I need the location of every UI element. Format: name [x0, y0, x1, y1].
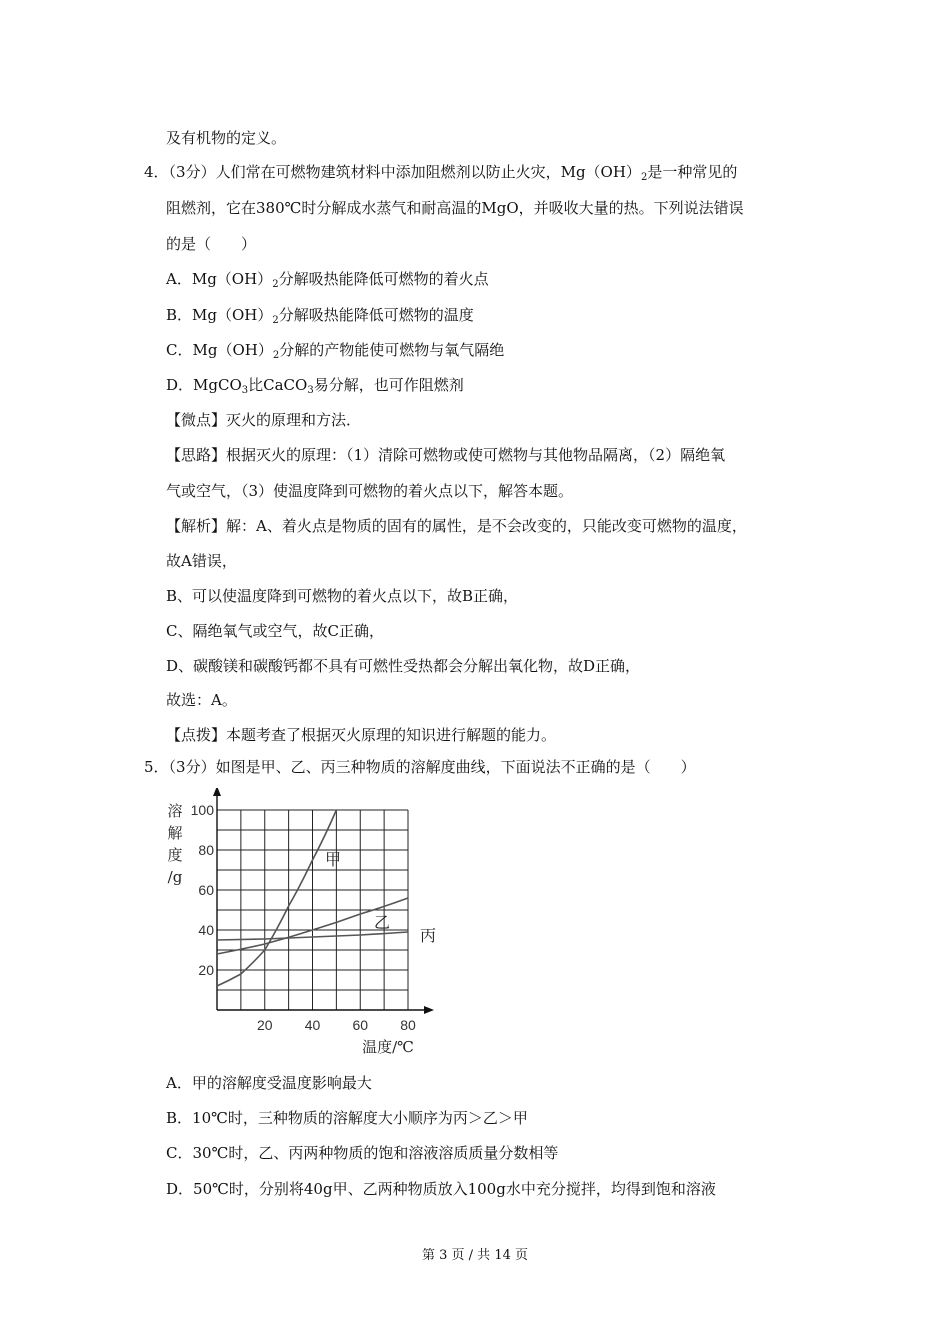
text-line — [166, 516, 747, 536]
text-line — [166, 481, 573, 501]
text-line — [166, 690, 237, 710]
text-run: 分解吸热能降低可燃物的温度 — [278, 306, 474, 324]
y-tick-label: 40 — [198, 922, 214, 938]
text-line — [166, 128, 286, 148]
text-line — [166, 445, 725, 465]
text-line — [166, 1108, 528, 1128]
text-line — [166, 551, 237, 571]
text-run: 【思路】根据灭火的原理：（1）清除可燃物或使可燃物与其他物品隔离，（2）隔绝氧 — [166, 446, 726, 464]
text-run: 易分解，也可作阻燃剂 — [313, 376, 464, 394]
page-footer: 第 3 页 / 共 14 页 — [422, 1248, 528, 1263]
y-axis-label: 溶 — [167, 802, 183, 820]
x-tick-label: 40 — [304, 1017, 321, 1033]
subscript: 3 — [307, 385, 314, 396]
text-line — [166, 725, 556, 745]
text-run: 比CaCO — [248, 376, 308, 394]
text-run: 的是（ ） — [166, 235, 257, 253]
x-tick-label: 60 — [352, 1017, 369, 1033]
text-run: B．Mg（OH） — [166, 306, 273, 324]
text-line — [166, 656, 640, 676]
series-curve — [217, 810, 336, 986]
subscript: 2 — [272, 350, 280, 361]
text-run: 5．（3分）如图是甲、乙、丙三种物质的溶解度曲线，下面说法不正确的是（ ） — [144, 758, 696, 776]
subscript: 2 — [272, 315, 279, 326]
text-run: 故选：A。 — [166, 691, 237, 709]
y-axis-label: 解 — [167, 824, 183, 842]
text-run: B、可以使温度降到可燃物的着火点以下，故B正确， — [166, 587, 519, 605]
series-label: 丙 — [420, 926, 437, 945]
text-run: A．Mg（OH） — [166, 270, 273, 288]
text-run: 【点拨】本题考查了根据灭火原理的知识进行解题的能力。 — [166, 726, 557, 744]
text-run: D、碳酸镁和碳酸钙都不具有可燃性受热都会分解出氧化物，故D正确， — [166, 657, 641, 675]
text-run: 【解析】解：A、着火点是物质的固有的属性，是不会改变的，只能改变可燃物的温度， — [166, 517, 747, 535]
y-axis-label: /g — [167, 868, 183, 886]
y-tick-label: 20 — [198, 962, 214, 978]
series-label: 甲 — [325, 850, 342, 869]
text-line — [166, 234, 256, 254]
series-label: 乙 — [374, 913, 391, 932]
text-run: 是一种常见的 — [647, 163, 738, 181]
text-run: 故A错误， — [166, 552, 237, 570]
text-line — [166, 621, 384, 641]
text-run: 及有机物的定义。 — [166, 129, 287, 147]
subscript: 2 — [640, 172, 648, 183]
x-axis-arrow — [424, 1006, 434, 1014]
text-line — [166, 1179, 716, 1199]
text-run: 【微点】灭火的原理和方法． — [166, 411, 362, 429]
text-run: 分解的产物能使可燃物与氧气隔绝 — [279, 341, 505, 359]
solubility-chart-svg — [160, 788, 450, 1060]
text-line — [166, 340, 504, 360]
text-line — [166, 1073, 372, 1093]
text-line — [166, 305, 474, 325]
text-run: A．甲的溶解度受温度影响最大 — [166, 1074, 372, 1092]
text-run: C．30℃时，乙、丙两种物质的饱和溶液溶质质量分数相等 — [166, 1144, 559, 1162]
text-run: D．50℃时，分别将40g甲、乙两种物质放入100g水中充分搅拌，均得到饱和溶液 — [166, 1180, 716, 1198]
text-run: 气或空气，（3）使温度降到可燃物的着火点以下，解答本题。 — [166, 482, 574, 500]
x-tick-label: 80 — [400, 1017, 416, 1033]
text-run: B．10℃时，三种物质的溶解度大小顺序为丙＞乙＞甲 — [166, 1109, 528, 1127]
solubility-chart — [160, 788, 450, 1060]
text-line — [166, 269, 489, 289]
text-line — [166, 1143, 558, 1163]
text-run: C、隔绝氧气或空气，故C正确， — [166, 622, 384, 640]
y-tick-label: 80 — [198, 842, 214, 858]
text-run: 阻燃剂，它在380℃时分解成水蒸气和耐高温的MgO，并吸收大量的热。下列说法错误 — [166, 199, 744, 217]
text-line — [166, 375, 464, 395]
y-axis-arrow — [213, 788, 221, 796]
subscript: 3 — [241, 385, 249, 396]
text-run: 分解吸热能降低可燃物的着火点 — [278, 270, 489, 288]
text-run: D．MgCO — [166, 376, 242, 394]
text-run: 4．（3分）人们常在可燃物建筑材料中添加阻燃剂以防止火灾，Mg（OH） — [144, 163, 641, 181]
x-axis-label: 温度/℃ — [362, 1038, 414, 1056]
text-line — [166, 410, 361, 430]
text-line — [144, 757, 696, 777]
y-axis-label: 度 — [167, 846, 183, 864]
text-run: C．Mg（OH） — [166, 341, 273, 359]
subscript: 2 — [272, 279, 279, 290]
text-line — [166, 198, 744, 218]
y-tick-label: 60 — [198, 882, 214, 898]
text-line — [144, 162, 737, 182]
x-tick-label: 20 — [256, 1017, 273, 1033]
text-line — [166, 586, 518, 606]
y-tick-label: 100 — [190, 802, 214, 818]
